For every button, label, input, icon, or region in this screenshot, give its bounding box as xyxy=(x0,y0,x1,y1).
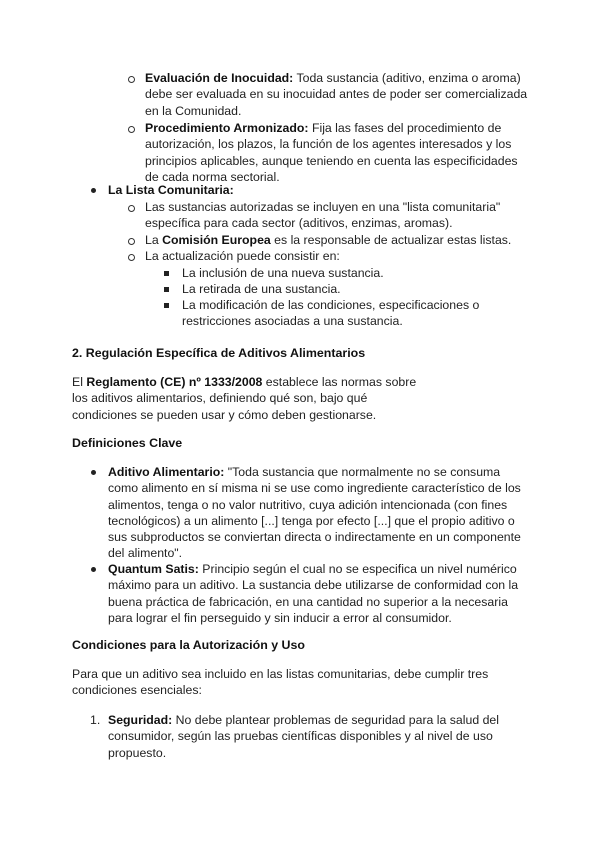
quantum-text: Principio según el cual no se especifica un nivel numérico máximo para un aditivo. La sustancia debe utilizarse de conformidad con la buena práctica de fabricación, en una cantidad no superior a la necesaria para lograr el fin perseguido y sin inducir a error al consumidor. xyxy=(108,562,519,625)
aditivo-text: "Toda sustancia que normalmente no se consuma como alimento en sí misma ni se use como ingrediente característico de los alimentos, tenga o no valor nutritivo, cuya adición intencionada (con fines tecnológicos) a un alimento [...] tenga por efecto [...] que el propio aditivo o sus subproductos se conviertan directa o indirectamente en un componente del alimento". xyxy=(108,465,521,561)
comision-post: es la responsable de actualizar estas listas. xyxy=(270,233,512,247)
seguridad-label: Seguridad: xyxy=(108,713,173,727)
subitem-retirada: La retirada de una sustancia. xyxy=(182,282,341,296)
circle-bullet-icon xyxy=(128,76,135,83)
subitem-inclusion: La inclusión de una nueva sustancia. xyxy=(182,266,384,280)
circle-bullet-icon xyxy=(128,205,135,212)
aditivo-definicion xyxy=(108,464,526,562)
lista-item-sustancias: Las sustancias autorizadas se incluyen en una "lista comunitaria" específica para cada sector (aditivos, enzimas, aromas). xyxy=(145,200,501,231)
item1-number: 1. xyxy=(90,713,101,727)
evaluacion-item xyxy=(145,70,530,119)
definiciones-heading: Definiciones Clave xyxy=(72,436,183,450)
subitem-modificacion: La modificación de las condiciones, especificaciones o restricciones asociadas a una sustancia. xyxy=(182,298,480,329)
section2-heading: 2. Regulación Específica de Aditivos Alimentarios xyxy=(72,346,366,360)
seguridad-item xyxy=(108,712,526,761)
condiciones-intro: Para que un aditivo sea incluido en las listas comunitarias, debe cumplir tres condiciones esenciales: xyxy=(72,667,489,698)
circle-bullet-icon xyxy=(128,238,135,245)
seguridad-text: No debe plantear problemas de seguridad para la salud del consumidor, según las pruebas científicas disponibles y al nivel de uso propuesto. xyxy=(108,713,500,760)
aditivo-label: Aditivo Alimentario: xyxy=(108,465,225,479)
procedimiento-label: Procedimiento Armonizado: xyxy=(145,121,309,135)
lista-item-comision xyxy=(145,232,530,248)
lista-label: La Lista Comunitaria: xyxy=(108,183,234,197)
square-bullet-icon xyxy=(164,303,169,308)
comision-pre: La xyxy=(145,233,163,247)
disc-bullet-icon xyxy=(91,567,96,572)
circle-bullet-icon xyxy=(128,254,135,261)
lista-item-actualizacion: La actualización puede consistir en: xyxy=(145,249,340,263)
condiciones-heading: Condiciones para la Autorización y Uso xyxy=(72,638,305,652)
square-bullet-icon xyxy=(164,287,169,292)
evaluacion-text: Toda sustancia (aditivo, enzima o aroma) debe ser evaluada en su inocuidad antes de poder ser comercializada en la Comunidad. xyxy=(145,71,528,118)
intro-pre: El xyxy=(72,375,87,389)
procedimiento-text: Fija las fases del procedimiento de autorización, los plazos, la función de los agentes interesados y los principios aplicables, aunque teniendo en cuenta las especificidades de cada norma sectorial. xyxy=(145,121,518,184)
comision-bold: Comisión Europea xyxy=(162,233,271,247)
disc-bullet-icon xyxy=(91,470,96,475)
intro-post: establece las normas sobre los aditivos alimentarios, definiendo qué son, bajo qué condiciones se pueden usar y cómo deben gestionarse. xyxy=(72,375,417,422)
square-bullet-icon xyxy=(164,271,169,276)
section2-intro xyxy=(72,374,422,423)
quantum-label: Quantum Satis: xyxy=(108,562,199,576)
evaluacion-label: Evaluación de Inocuidad: xyxy=(145,71,294,85)
procedimiento-item xyxy=(145,120,530,185)
intro-bold: Reglamento (CE) nº 1333/2008 xyxy=(86,375,263,389)
quantum-definicion xyxy=(108,561,526,626)
circle-bullet-icon xyxy=(128,126,135,133)
disc-bullet-icon xyxy=(91,188,96,193)
